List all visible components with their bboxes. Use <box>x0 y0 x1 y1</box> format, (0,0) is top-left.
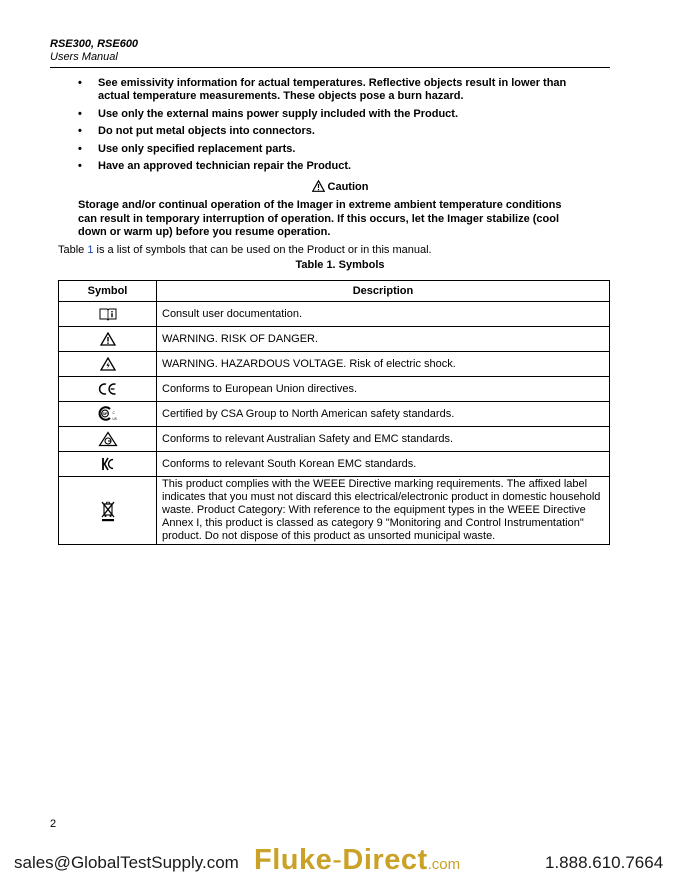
footer-email[interactable]: sales@GlobalTestSupply.com <box>14 853 239 872</box>
symbol-cell <box>59 477 157 545</box>
table-row <box>59 452 610 477</box>
caution-triangle-icon <box>312 180 325 192</box>
brand-tld: .com <box>427 856 461 873</box>
bullet-marker: • <box>78 160 82 173</box>
header-manual-title: Users Manual <box>50 51 118 63</box>
caution-title: Caution <box>327 181 369 193</box>
symbol-cell <box>59 302 157 327</box>
warning-text: Use only specified replacement parts. <box>98 142 296 155</box>
caution-text: Storage and/or continual operation of the Imager in extreme ambient temperature conditions can result in temporary interruption of operation. If this occurs, let the Imager stabilize (cool down or warm up) before you resume operation. <box>78 199 562 238</box>
description-cell: Certified by CSA Group to North American safety standards. <box>157 402 610 427</box>
page-number: 2 <box>50 818 57 830</box>
warning-triangle-icon <box>100 332 116 346</box>
hazardous-voltage-icon <box>100 357 116 371</box>
brand-part2: Direct <box>342 844 428 876</box>
description-cell: Conforms to European Union directives. <box>157 377 610 402</box>
warning-item <box>78 143 588 156</box>
warning-item <box>78 160 588 173</box>
warning-text: Use only the external mains power supply included with the Product. <box>98 107 459 120</box>
symbol-cell <box>59 452 157 477</box>
header-model: RSE300, RSE600 <box>50 38 139 50</box>
symbols-table <box>58 280 610 545</box>
consult-documentation-icon <box>99 307 117 321</box>
bullet-marker: • <box>78 107 82 120</box>
warning-text: See emissivity information for actual temperatures. Reflective objects result in lower than actual temperature measurements. These objects pose a burn hazard. <box>98 77 567 102</box>
symbol-column-header: Symbol <box>59 281 157 302</box>
symbol-cell <box>59 427 157 452</box>
description-cell: Conforms to relevant South Korean EMC standards. <box>157 452 610 477</box>
csa-mark-icon <box>97 405 119 423</box>
warning-text: Do not put metal objects into connectors. <box>98 125 315 138</box>
page-header <box>50 38 610 68</box>
description-cell: Consult user documentation. <box>157 302 610 327</box>
brand-separator: - <box>332 844 343 876</box>
bullet-marker: • <box>78 77 82 89</box>
rcm-mark-icon <box>98 431 118 447</box>
warning-item <box>78 77 588 103</box>
intro-text-pre: Table <box>58 244 88 256</box>
table-header-row <box>59 281 610 302</box>
warning-item <box>78 125 588 138</box>
description-cell: This product complies with the WEEE Directive marking requirements. The affixed label indicates that you must not discard this electrical/electronic product in domestic household waste. Product Category: With reference to the equipment types in the WEEE Directive Annex I, this product is classed as category 9 "Monitoring and Control Instrumentation" product. Do not dispose of this product as unsorted municipal waste. <box>157 477 610 545</box>
bullet-marker: • <box>78 142 82 155</box>
description-cell: Conforms to relevant Australian Safety and EMC standards. <box>157 427 610 452</box>
table-row <box>59 352 610 377</box>
symbol-cell <box>59 352 157 377</box>
table-intro <box>58 244 432 257</box>
footer-phone[interactable]: 1.888.610.7664 <box>545 853 664 872</box>
kc-mark-icon <box>101 456 115 472</box>
ce-mark-icon <box>98 382 118 396</box>
description-cell: WARNING. RISK OF DANGER. <box>157 327 610 352</box>
symbol-cell <box>59 402 157 427</box>
table-row <box>59 427 610 452</box>
footer-brand-logo[interactable] <box>254 843 460 882</box>
symbol-cell <box>59 327 157 352</box>
table-caption: Table 1. Symbols <box>295 259 385 271</box>
svg-text:C: C <box>112 411 115 415</box>
table-row <box>59 302 610 327</box>
description-cell: WARNING. HAZARDOUS VOLTAGE. Risk of electric shock. <box>157 352 610 377</box>
brand-part1: Fluke <box>254 844 333 876</box>
table-row <box>59 327 610 352</box>
table-row <box>59 377 610 402</box>
symbol-cell <box>59 377 157 402</box>
weee-bin-icon <box>100 500 116 522</box>
table-reference-link[interactable]: 1 <box>87 244 94 256</box>
svg-text:US: US <box>112 417 117 421</box>
bullet-marker: • <box>78 125 82 138</box>
table-row <box>59 402 610 427</box>
warning-item <box>78 108 588 121</box>
warning-text: Have an approved technician repair the Product. <box>98 160 352 173</box>
intro-text-post: is a list of symbols that can be used on the Product or in this manual. <box>93 244 432 256</box>
table-row <box>59 477 610 545</box>
warning-list <box>78 77 588 178</box>
description-column-header: Description <box>157 281 610 302</box>
caution-heading <box>0 180 680 194</box>
svg-text:SP: SP <box>101 411 108 416</box>
